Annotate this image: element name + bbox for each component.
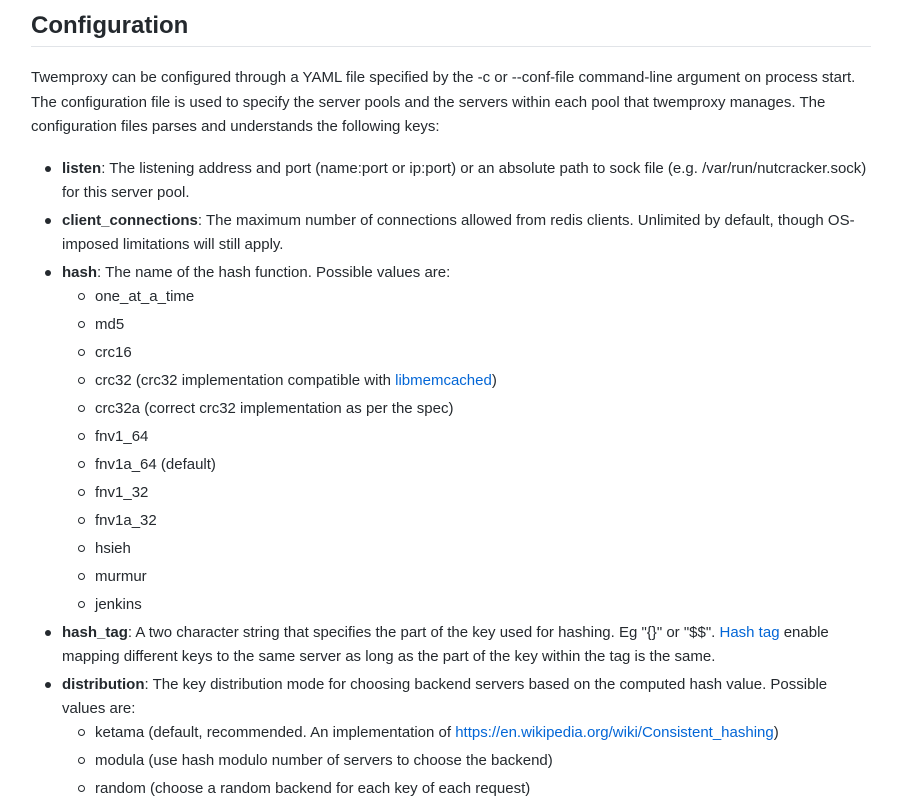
distribution-values-list: [62, 721, 871, 801]
list-item-hash-tag: [31, 621, 871, 669]
list-item: jenkins: [62, 593, 871, 617]
ketama-suffix: ): [773, 723, 779, 741]
ketama-text: ketama (default, recommended. An implementation of: [95, 723, 456, 741]
key-name-hash: hash: [62, 263, 98, 281]
crc32-text: crc32 (crc32 implementation compatible with: [95, 371, 396, 389]
list-item: crc16: [62, 341, 871, 365]
list-item: one_at_a_time: [62, 285, 871, 309]
hash-values-list: [62, 285, 871, 617]
list-item: [62, 369, 871, 393]
intro-paragraph: Twemproxy can be configured through a YAML file specified by the -c or --conf-file command-line argument on process start. The configuration file is used to specify the server pools and the servers within each pool that twemproxy manages. The configuration files parses and understands the following keys:: [31, 69, 856, 135]
list-item: fnv1a_64 (default): [62, 453, 871, 477]
list-item: random (choose a random backend for each key of each request): [62, 777, 871, 801]
list-item-distribution: [31, 673, 871, 801]
key-desc-hash: : The name of the hash function. Possible values are:: [97, 263, 451, 281]
list-item: crc32a (correct crc32 implementation as per the spec): [62, 397, 871, 421]
key-desc-client-connections: : The maximum number of connections allowed from redis clients. Unlimited by default, though OS-imposed limitations will still apply.: [62, 211, 855, 253]
key-name-client-connections: client_connections: [62, 211, 198, 229]
list-item: md5: [62, 313, 871, 337]
list-item-hash: [31, 261, 871, 617]
list-item: fnv1a_32: [62, 509, 871, 533]
key-name-distribution: distribution: [62, 675, 145, 693]
list-item-client-connections: [31, 209, 871, 257]
list-item: fnv1_64: [62, 425, 871, 449]
hash-tag-link[interactable]: Hash tag: [719, 623, 780, 641]
key-desc-hash-tag-cont: enable mapping different keys to the same server as long as the part of the key within the tag is the same.: [62, 623, 829, 665]
config-keys-list: [31, 157, 871, 801]
list-item: modula (use hash modulo number of servers to choose the backend): [62, 749, 871, 773]
key-desc-hash-tag: : A two character string that specifies the part of the key used for hashing. Eg "{}" or "$$".: [127, 623, 720, 641]
libmemcached-link[interactable]: libmemcached: [395, 371, 492, 389]
key-desc-listen: : The listening address and port (name:port or ip:port) or an absolute path to sock file (e.g. /var/run/nutcracker.sock) for this server pool.: [62, 159, 867, 201]
key-desc-distribution: : The key distribution mode for choosing backend servers based on the computed hash value. Possible values are:: [62, 675, 828, 717]
markdown-body: [31, 0, 871, 805]
section-heading: Configuration: [31, 0, 871, 47]
list-item: [62, 721, 871, 745]
consistent-hashing-link[interactable]: https://en.wikipedia.org/wiki/Consistent_hashing: [455, 723, 774, 741]
list-item: murmur: [62, 565, 871, 589]
key-name-hash-tag: hash_tag: [62, 623, 128, 641]
key-name-listen: listen: [62, 159, 102, 177]
list-item: fnv1_32: [62, 481, 871, 505]
list-item: hsieh: [62, 537, 871, 561]
list-item-listen: [31, 157, 871, 205]
crc32-suffix: ): [491, 371, 497, 389]
